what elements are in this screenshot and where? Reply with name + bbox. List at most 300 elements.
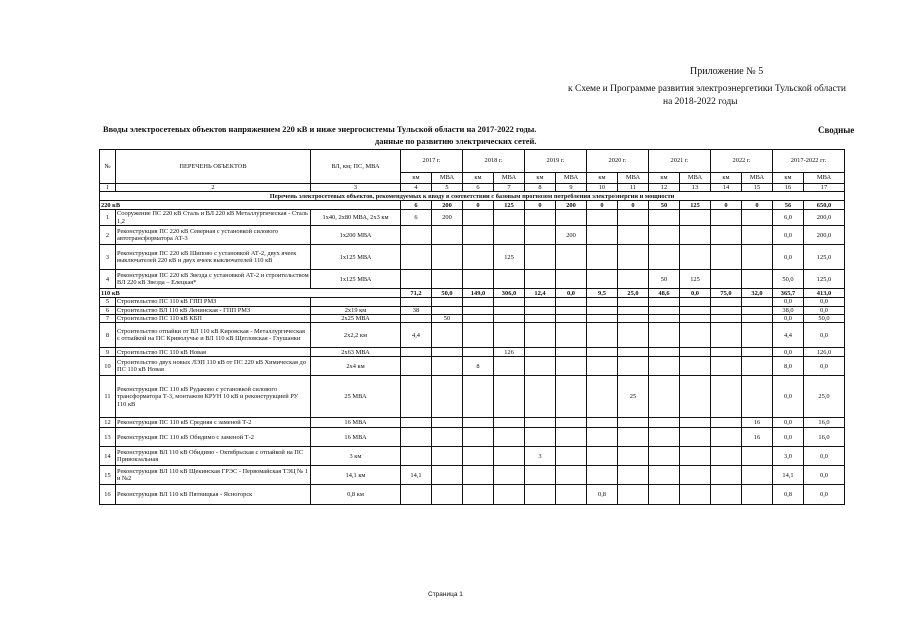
value-cell: [618, 245, 649, 270]
value-cell: 6: [401, 210, 432, 226]
header-unit-mva: МВА: [556, 173, 587, 184]
object-name: Реконструкция ПС 110 кВ Обидимо с заменой Т-2: [116, 428, 311, 447]
value-cell: 0,0: [773, 348, 804, 357]
value-cell: [711, 306, 742, 314]
value-cell: 0,0: [804, 298, 845, 306]
value-cell: [525, 306, 556, 314]
column-number: 13: [680, 184, 711, 192]
value-cell: [742, 210, 773, 226]
value-cell: 0,0: [773, 245, 804, 270]
header-year: 2019 г.: [525, 150, 587, 173]
value-cell: 3: [525, 447, 556, 466]
value-cell: [680, 428, 711, 447]
value-cell: [742, 306, 773, 314]
value-cell: [463, 306, 494, 314]
value-cell: 38: [401, 306, 432, 314]
value-cell: [649, 245, 680, 270]
group-total-cell: 0: [587, 201, 618, 210]
value-cell: [587, 428, 618, 447]
table-row: [100, 270, 845, 289]
object-param: 2х2,2 км: [311, 323, 401, 348]
column-number: 14: [711, 184, 742, 192]
row-number: 1: [100, 210, 116, 226]
value-cell: 0,0: [773, 226, 804, 245]
value-cell: 14,1: [773, 466, 804, 485]
value-cell: 0,0: [804, 323, 845, 348]
table-row: [100, 323, 845, 348]
value-cell: [401, 270, 432, 289]
value-cell: [556, 270, 587, 289]
group-total-cell: 0,0: [556, 289, 587, 298]
object-param: 16 МВА: [311, 418, 401, 428]
value-cell: [680, 245, 711, 270]
group-total-cell: 0: [463, 201, 494, 210]
row-number: 5: [100, 298, 116, 306]
column-number: 12: [649, 184, 680, 192]
value-cell: [711, 245, 742, 270]
group-total-cell: 9,5: [587, 289, 618, 298]
value-cell: [556, 245, 587, 270]
value-cell: [432, 485, 463, 505]
value-cell: [401, 245, 432, 270]
value-cell: [494, 357, 525, 376]
value-cell: [711, 357, 742, 376]
value-cell: [680, 315, 711, 323]
column-number: 9: [556, 184, 587, 192]
value-cell: [742, 315, 773, 323]
header-year: 2017 г.: [401, 150, 463, 173]
value-cell: [711, 315, 742, 323]
value-cell: [742, 323, 773, 348]
value-cell: [556, 298, 587, 306]
table-row: [100, 348, 845, 357]
table-row: [100, 357, 845, 376]
group-total-cell: 12,4: [525, 289, 556, 298]
object-param: 1х200 МВА: [311, 226, 401, 245]
value-cell: [463, 348, 494, 357]
table-row: [100, 376, 845, 418]
object-param: 1х40, 2х80 МВА, 2х3 км: [311, 210, 401, 226]
header-unit-mva: МВА: [618, 173, 649, 184]
column-number: 3: [311, 184, 401, 192]
value-cell: [618, 323, 649, 348]
table-row: [100, 306, 845, 314]
value-cell: [680, 357, 711, 376]
value-cell: [401, 418, 432, 428]
row-number: 7: [100, 315, 116, 323]
value-cell: [711, 298, 742, 306]
value-cell: [680, 348, 711, 357]
value-cell: [556, 357, 587, 376]
value-cell: [432, 348, 463, 357]
value-cell: [494, 447, 525, 466]
table-row: [100, 485, 845, 505]
column-number-row: [100, 184, 845, 192]
value-cell: 125: [680, 270, 711, 289]
value-cell: [711, 323, 742, 348]
value-cell: [587, 270, 618, 289]
value-cell: [463, 323, 494, 348]
value-cell: [494, 466, 525, 485]
header-unit-km: км: [649, 173, 680, 184]
value-cell: 0,0: [804, 306, 845, 314]
value-cell: 200: [556, 226, 587, 245]
value-cell: 0,8: [773, 485, 804, 505]
value-cell: [680, 485, 711, 505]
value-cell: [711, 376, 742, 418]
value-cell: [525, 348, 556, 357]
header-param: ВЛ, км; ПС, МВА: [311, 150, 401, 184]
group-total-cell: 50: [649, 201, 680, 210]
object-name: Реконструкция ПС 220 кВ Северная с установкой силового автотрансформатора АТ-3: [116, 226, 311, 245]
title-line-2: данные по развитию электрических сетей.: [375, 137, 537, 146]
row-number: 3: [100, 245, 116, 270]
value-cell: [618, 357, 649, 376]
header-year: 2020 г.: [587, 150, 649, 173]
value-cell: 16,0: [804, 418, 845, 428]
value-cell: [401, 226, 432, 245]
summary-label: Сводные: [818, 125, 855, 135]
value-cell: [463, 376, 494, 418]
value-cell: [494, 298, 525, 306]
value-cell: 25,0: [804, 376, 845, 418]
row-number: 2: [100, 226, 116, 245]
object-name: Строительство отпайки от ВЛ 110 кВ Кировская - Металлургическая с отпайкой на ПС Криволучье и ВЛ 110 кВ Щегловская - Глушанки: [116, 323, 311, 348]
row-number: 8: [100, 323, 116, 348]
header-unit-mva: МВА: [680, 173, 711, 184]
row-number: 4: [100, 270, 116, 289]
value-cell: [649, 447, 680, 466]
value-cell: [711, 485, 742, 505]
scheme-line-1: к Схеме и Программе развития электроэнергетики Тульской области: [568, 84, 846, 94]
group-total-cell: 200: [432, 201, 463, 210]
value-cell: [711, 226, 742, 245]
value-cell: [680, 226, 711, 245]
value-cell: [463, 447, 494, 466]
value-cell: 25: [618, 376, 649, 418]
row-number: 16: [100, 485, 116, 505]
header-unit-km: км: [463, 173, 494, 184]
group-name: 220 кВ: [100, 201, 401, 210]
object-param: 14,1 км: [311, 466, 401, 485]
group-name: 110 кВ: [100, 289, 401, 298]
group-total-cell: 0: [742, 201, 773, 210]
value-cell: [494, 485, 525, 505]
object-param: 16 МВА: [311, 428, 401, 447]
value-cell: 0,0: [773, 376, 804, 418]
value-cell: [742, 226, 773, 245]
table-body: [100, 192, 845, 505]
row-number: 9: [100, 348, 116, 357]
value-cell: [525, 226, 556, 245]
value-cell: [649, 348, 680, 357]
value-cell: [494, 376, 525, 418]
column-number: 6: [463, 184, 494, 192]
column-number: 10: [587, 184, 618, 192]
object-param: 0,8 км: [311, 485, 401, 505]
value-cell: [525, 210, 556, 226]
value-cell: 0,0: [773, 298, 804, 306]
column-number: 5: [432, 184, 463, 192]
table-row: [100, 226, 845, 245]
header-unit-mva: МВА: [494, 173, 525, 184]
value-cell: [525, 376, 556, 418]
group-total-cell: 75,0: [711, 289, 742, 298]
object-name: Строительство двух новых ЛЭП 110 кВ от ПС 220 кВ Химическая до ПС 110 кВ Новая: [116, 357, 311, 376]
object-name: Реконструкция ВЛ 110 кВ Обидимо - Октябрьская с отпайкой на ПС Привокзальная: [116, 447, 311, 466]
value-cell: [680, 447, 711, 466]
value-cell: [742, 376, 773, 418]
value-cell: [556, 466, 587, 485]
table-row: [100, 447, 845, 466]
value-cell: [587, 315, 618, 323]
value-cell: [432, 323, 463, 348]
value-cell: [649, 226, 680, 245]
header-year: 2022 г.: [711, 150, 773, 173]
table-row: [100, 418, 845, 428]
group-total-cell: 200: [556, 201, 587, 210]
header-year-total: 2017-2022 гг.: [773, 150, 845, 173]
value-cell: [649, 357, 680, 376]
value-cell: [494, 315, 525, 323]
value-cell: [432, 447, 463, 466]
object-name: Строительство ПС 110 кВ Новая: [116, 348, 311, 357]
value-cell: [556, 306, 587, 314]
value-cell: [618, 418, 649, 428]
value-cell: [680, 466, 711, 485]
column-number: 15: [742, 184, 773, 192]
value-cell: [680, 323, 711, 348]
value-cell: [432, 226, 463, 245]
group-total-cell: 50,0: [432, 289, 463, 298]
value-cell: [649, 306, 680, 314]
group-total-cell: 0: [525, 201, 556, 210]
value-cell: [525, 485, 556, 505]
value-cell: [649, 466, 680, 485]
title-line-1: Вводы электросетевых объектов напряжением 220 кВ и ниже энергосистемы Тульской области на 2017-2022 годы.: [103, 125, 537, 134]
value-cell: [432, 428, 463, 447]
header-unit-km: км: [587, 173, 618, 184]
value-cell: [618, 306, 649, 314]
value-cell: [556, 485, 587, 505]
value-cell: [463, 485, 494, 505]
value-cell: [556, 428, 587, 447]
object-name: Реконструкция ВЛ 110 кВ Пятницкая - Ясногорск: [116, 485, 311, 505]
scheme-line-2: на 2018-2022 годы: [663, 97, 738, 107]
value-cell: 0,0: [773, 315, 804, 323]
row-number: 14: [100, 447, 116, 466]
value-cell: 200: [432, 210, 463, 226]
value-cell: [525, 418, 556, 428]
value-cell: [401, 298, 432, 306]
value-cell: [463, 315, 494, 323]
value-cell: [711, 447, 742, 466]
header-unit-km: км: [773, 173, 804, 184]
row-number: 10: [100, 357, 116, 376]
column-number: 7: [494, 184, 525, 192]
value-cell: 38,0: [773, 306, 804, 314]
group-total-cell: 71,2: [401, 289, 432, 298]
value-cell: [711, 348, 742, 357]
value-cell: 0,0: [804, 357, 845, 376]
value-cell: [711, 418, 742, 428]
document-title: [103, 124, 663, 148]
value-cell: [587, 357, 618, 376]
header-no: №: [100, 150, 116, 184]
group-total-cell: 6: [401, 201, 432, 210]
value-cell: 200,0: [804, 226, 845, 245]
value-cell: [618, 447, 649, 466]
value-cell: 3,0: [773, 447, 804, 466]
value-cell: [525, 323, 556, 348]
group-total-cell: 650,0: [804, 201, 845, 210]
value-cell: [494, 306, 525, 314]
value-cell: [742, 298, 773, 306]
value-cell: [463, 428, 494, 447]
row-number: 11: [100, 376, 116, 418]
value-cell: [525, 245, 556, 270]
column-number: 2: [116, 184, 311, 192]
value-cell: 16,0: [804, 428, 845, 447]
row-number: 12: [100, 418, 116, 428]
value-cell: [742, 357, 773, 376]
value-cell: [680, 418, 711, 428]
object-name: Строительство ПС 110 кВ КБП: [116, 315, 311, 323]
value-cell: [649, 315, 680, 323]
column-number: 8: [525, 184, 556, 192]
value-cell: [401, 315, 432, 323]
value-cell: [711, 466, 742, 485]
value-cell: [618, 298, 649, 306]
value-cell: [680, 306, 711, 314]
object-param: 2х63 МВА: [311, 348, 401, 357]
value-cell: [432, 298, 463, 306]
object-param: 2х25 МВА: [311, 315, 401, 323]
value-cell: [587, 447, 618, 466]
value-cell: [649, 418, 680, 428]
object-param: [311, 298, 401, 306]
value-cell: [463, 245, 494, 270]
value-cell: [525, 270, 556, 289]
object-param: 2х19 км: [311, 306, 401, 314]
value-cell: 125: [494, 245, 525, 270]
value-cell: [618, 270, 649, 289]
header-unit-km: км: [711, 173, 742, 184]
value-cell: 50,0: [773, 270, 804, 289]
object-name: Реконструкция ПС 220 кВ Шипово с установкой АТ-2, двух ячеек выключателей 220 кВ и двух ячеек выключателей 110 кВ: [116, 245, 311, 270]
value-cell: [649, 323, 680, 348]
value-cell: 8,0: [773, 357, 804, 376]
value-cell: [680, 210, 711, 226]
column-number: 1: [100, 184, 116, 192]
table-row: [100, 298, 845, 306]
group-total-cell: 413,0: [804, 289, 845, 298]
group-total-cell: 25,0: [618, 289, 649, 298]
column-number: 4: [401, 184, 432, 192]
value-cell: 4,4: [401, 323, 432, 348]
value-cell: [494, 270, 525, 289]
value-cell: [742, 466, 773, 485]
value-cell: [649, 428, 680, 447]
value-cell: [680, 298, 711, 306]
value-cell: [587, 418, 618, 428]
value-cell: [587, 245, 618, 270]
object-name: Реконструкция ПС 220 кВ Звезда с установкой АТ-2 и строительством ВЛ 220 кВ Звезда – Елецкая*: [116, 270, 311, 289]
value-cell: [742, 245, 773, 270]
value-cell: [587, 323, 618, 348]
value-cell: [401, 447, 432, 466]
value-cell: 0,0: [804, 485, 845, 505]
value-cell: [432, 466, 463, 485]
value-cell: [494, 418, 525, 428]
value-cell: 0,0: [773, 428, 804, 447]
row-number: 15: [100, 466, 116, 485]
value-cell: [494, 428, 525, 447]
row-number: 13: [100, 428, 116, 447]
group-total-cell: 149,0: [463, 289, 494, 298]
header-year: 2018 г.: [463, 150, 525, 173]
group-total-cell: 56: [773, 201, 804, 210]
value-cell: [742, 447, 773, 466]
value-cell: 50: [649, 270, 680, 289]
value-cell: [525, 298, 556, 306]
value-cell: 16: [742, 418, 773, 428]
value-cell: [494, 210, 525, 226]
value-cell: [711, 270, 742, 289]
value-cell: [556, 348, 587, 357]
value-cell: [556, 418, 587, 428]
group-total-cell: 365,7: [773, 289, 804, 298]
object-param: 3 км: [311, 447, 401, 466]
row-number: 6: [100, 306, 116, 314]
value-cell: 200,0: [804, 210, 845, 226]
object-name: Реконструкция ПС 110 кВ Рудаково с установкой силового трансформатора Т-3, монтажом КРУН 10 кВ и реконструкцией РУ 110 кВ: [116, 376, 311, 418]
value-cell: 50,0: [804, 315, 845, 323]
group-total-cell: 0: [618, 201, 649, 210]
object-name: Строительство ВЛ 110 кВ Ленинская - ГПП РМЗ: [116, 306, 311, 314]
header-objects: ПЕРЕЧЕНЬ ОБЪЕКТОВ: [116, 150, 311, 184]
value-cell: [401, 357, 432, 376]
value-cell: [742, 485, 773, 505]
value-cell: [463, 466, 494, 485]
table-row: [100, 466, 845, 485]
value-cell: 125,0: [804, 270, 845, 289]
value-cell: [525, 357, 556, 376]
value-cell: [463, 210, 494, 226]
value-cell: [587, 348, 618, 357]
group-total-cell: 0: [711, 201, 742, 210]
value-cell: [463, 270, 494, 289]
value-cell: [587, 306, 618, 314]
table-row: [100, 210, 845, 226]
value-cell: [618, 210, 649, 226]
header-year: 2021 г.: [649, 150, 711, 173]
value-cell: [649, 210, 680, 226]
header-unit-km: км: [401, 173, 432, 184]
value-cell: [463, 298, 494, 306]
group-total-cell: 32,0: [742, 289, 773, 298]
value-cell: [587, 226, 618, 245]
value-cell: [649, 298, 680, 306]
value-cell: [618, 428, 649, 447]
value-cell: [618, 226, 649, 245]
appendix-label: Приложение № 5: [690, 66, 764, 77]
value-cell: [649, 376, 680, 418]
value-cell: [401, 348, 432, 357]
header-unit-mva: МВА: [432, 173, 463, 184]
value-cell: [680, 376, 711, 418]
object-param: 1х125 МВА: [311, 245, 401, 270]
